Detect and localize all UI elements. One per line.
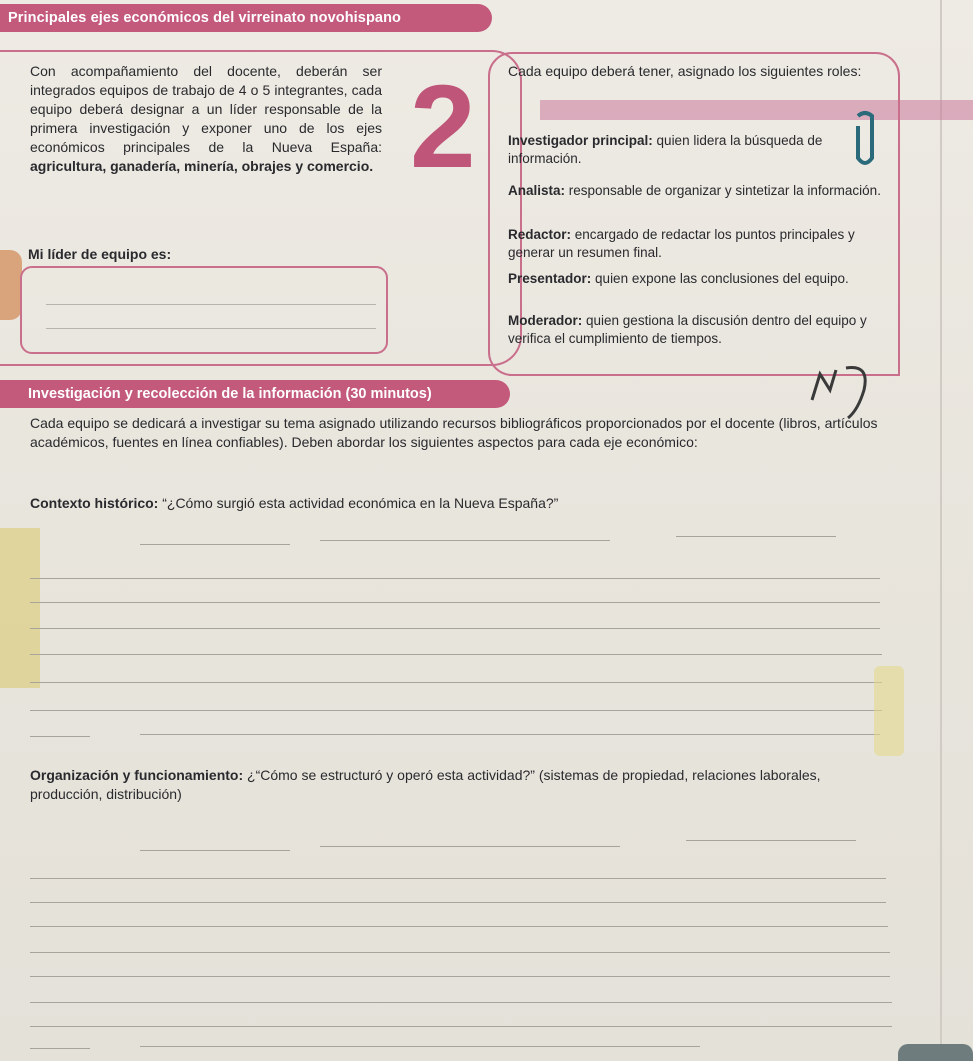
role-presentador	[508, 270, 896, 288]
answer-line	[686, 840, 856, 841]
intro-bold-text: agricultura, ganadería, minería, obrajes y comercio.	[30, 158, 374, 174]
answer-line	[30, 926, 888, 927]
intro-text: Con acompañamiento del docente, deberán ser integrados equipos de trabajo de 4 o 5 integrantes, cada equipo deberá designar a un líder responsable de la primera investigación y exponer uno de los ejes económicos principales de la Nueva España:	[30, 63, 382, 155]
answer-line	[30, 710, 882, 711]
answer-line	[140, 734, 880, 735]
answer-line	[30, 976, 890, 977]
leader-answer-line	[46, 328, 376, 329]
question-contexto	[30, 494, 890, 513]
question-organizacion	[30, 766, 890, 804]
answer-line	[30, 736, 90, 737]
section-title: Investigación y recolección de la información (30 minutos)	[28, 386, 432, 402]
role-name: Redactor:	[508, 227, 572, 242]
question-text: ¿“Cómo se estructuró y operó esta actividad?” (sistemas de propiedad, relaciones laborales, producción, distribución)	[30, 767, 821, 802]
role-name: Investigador principal:	[508, 133, 653, 148]
leader-answer-line	[46, 304, 376, 305]
answer-line	[140, 544, 290, 545]
section-paragraph: Cada equipo se dedicará a investigar su tema asignado utilizando recursos bibliográficos proporcionados por el docente (libros, artículos académicos, fuentes en línea confiables). Deben abordar los siguientes aspectos para cada eje económico:	[30, 415, 878, 450]
title-banner	[0, 4, 492, 32]
role-name: Analista:	[508, 183, 566, 198]
answer-line	[30, 682, 882, 683]
intro-paragraph	[30, 62, 382, 176]
role-investigador	[508, 132, 896, 168]
answer-line	[30, 1002, 892, 1003]
roles-heading: Cada equipo deberá tener, asignado los siguientes roles:	[508, 63, 862, 79]
leader-label: Mi líder de equipo es:	[28, 246, 172, 262]
answer-line	[30, 628, 880, 629]
role-moderador	[508, 312, 896, 348]
handwritten-scribble	[808, 360, 878, 420]
role-desc: responsable de organizar y sintetizar la información.	[568, 183, 881, 198]
answer-line	[320, 846, 620, 847]
page-title: Principales ejes económicos del virreinato novohispano	[8, 10, 401, 26]
highlighter-mark	[0, 528, 40, 688]
answer-line	[30, 878, 886, 879]
answer-line	[140, 850, 290, 851]
role-desc: quien expone las conclusiones del equipo.	[595, 271, 849, 286]
role-name: Presentador:	[508, 271, 592, 286]
role-desc: quien gestiona la discusión dentro del equipo y verifica el cumplimiento de tiempos.	[508, 313, 867, 346]
question-text: “¿Cómo surgió esta actividad económica en la Nueva España?”	[162, 495, 559, 511]
answer-line	[320, 540, 610, 541]
page-edge	[940, 0, 942, 1061]
answer-line	[30, 1048, 90, 1049]
answer-line	[30, 902, 886, 903]
corner-shadow	[898, 1044, 973, 1061]
role-name: Moderador:	[508, 313, 583, 328]
answer-line	[30, 602, 880, 603]
hand-illustration	[0, 250, 22, 320]
answer-line	[30, 952, 890, 953]
leader-answer-box[interactable]	[20, 266, 388, 354]
step-number: 2	[410, 61, 476, 193]
answer-line	[30, 578, 880, 579]
answer-line	[140, 1046, 700, 1047]
role-redactor	[508, 226, 896, 262]
question-label: Organización y funcionamiento:	[30, 767, 244, 783]
answer-line	[30, 654, 882, 655]
role-desc: quien lidera la búsqueda de información.	[508, 133, 823, 166]
question-label: Contexto histórico:	[30, 495, 159, 511]
answer-line	[30, 1026, 892, 1027]
highlighter-mark	[874, 666, 904, 756]
section-banner	[0, 380, 510, 408]
answer-line	[676, 536, 836, 537]
role-analista	[508, 182, 896, 200]
role-desc: encargado de redactar los puntos principales y generar un resumen final.	[508, 227, 855, 260]
